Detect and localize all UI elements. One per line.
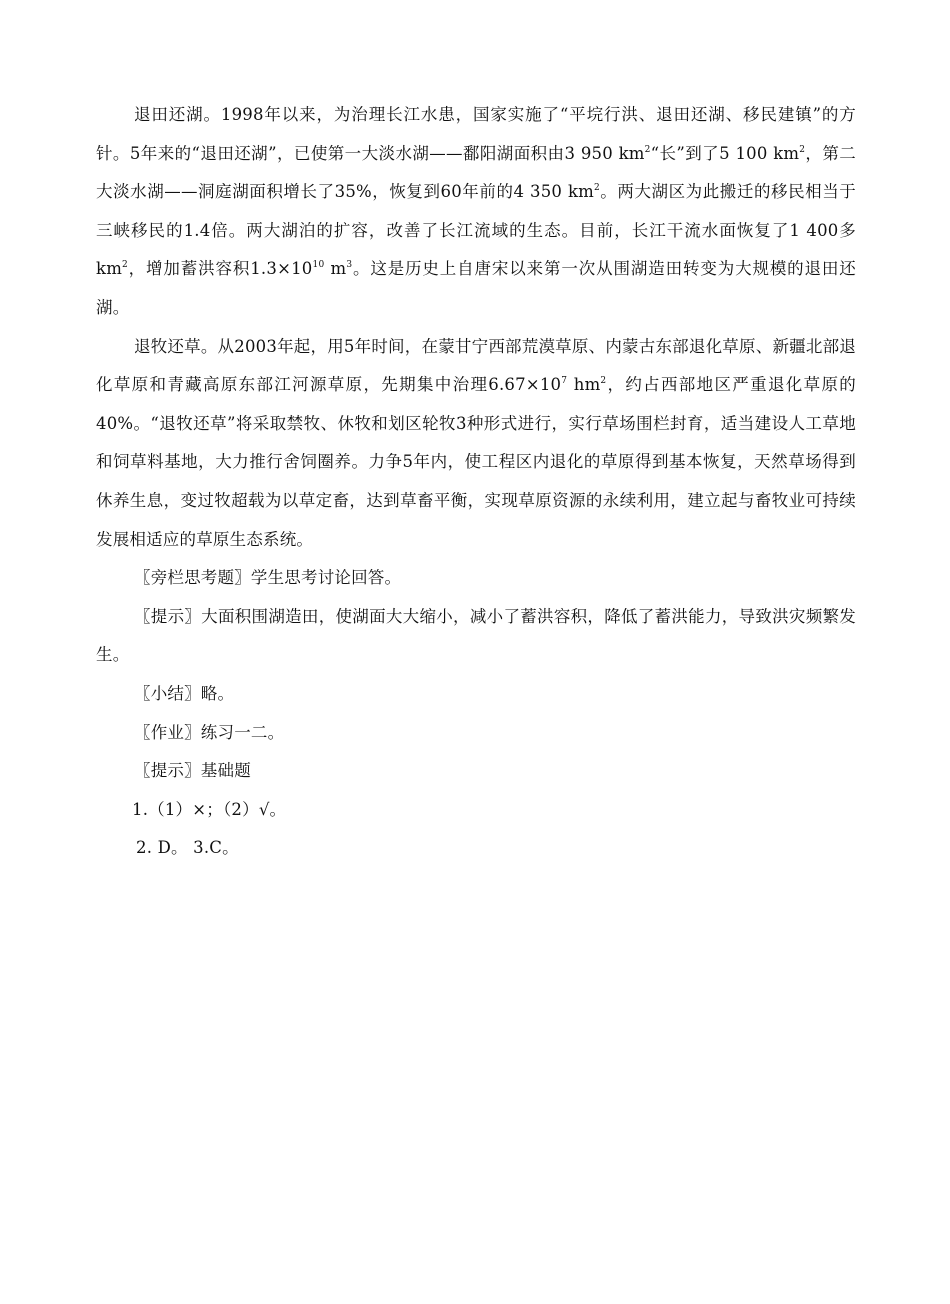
hint-basic-questions: 〖提示〗基础题 — [134, 761, 251, 781]
sidebar-question-note: 〖旁栏思考题〗学生思考讨论回答。 — [134, 568, 402, 588]
hint-paragraph: 〖提示〗大面积围湖造田，使湖面大大缩小，减小了蓄洪容积，降低了蓄洪能力，导致洪灾频繁发生。 — [96, 606, 856, 665]
homework-line: 〖作业〗练习一二。 — [134, 722, 285, 742]
paragraph-return-farmland-to-lake: 退田还湖。1998年以来，为治理长江水患，国家实施了“平垸行洪、退田还湖、移民建镇”的方针。5年来的“退田还湖”，已使第一大淡水湖——鄱阳湖面积由3 950 $km^2“$长”到了5 100 $km^2$，第二大淡水湖——洞庭湖面积增长了35%，恢复到60年前的4 350 $km^2$。两大湖区为此搬迁的移民相当于三峡移民的1.4倍。两大湖泊的扩容，改善了长江流域的生态。目前，长江干流水面恢复了1 400多$km^2$，增加蓄洪容积$1.3\times 10^{10}$ $m^3$。这是历史上自唐宋以来第一次从围湖造田转变为大规模的退田还湖。 — [96, 105, 856, 317]
document-page — [96, 96, 856, 868]
summary-line: 〖小结〗略。 — [134, 683, 235, 703]
answer-line-1: 1.（1）×；（2）√。 — [132, 799, 287, 819]
paragraph-return-grazing-to-grassland: 退牧还草。从2003年起，用5年时间，在蒙甘宁西部荒漠草原、内蒙古东部退化草原、新疆北部退化草原和青藏高原东部江河源草原，先期集中治理$6.67\times 10^7$ $hm^2$，约占西部地区严重退化草原的40%。“退牧还草”将采取禁牧、休牧和划区轮牧3种形式进行，实行草场围栏封育，适当建设人工草地和饲草料基地，大力推行舍饲圈养。力争5年内，使工程区内退化的草原得到基本恢复，天然草场得到休养生息，变过牧超载为以草定畜，达到草畜平衡，实现草原资源的永续利用，建立起与畜牧业可持续发展相适应的草原生态系统。 — [96, 336, 856, 549]
answer-line-2: 2. D。 3.C。 — [136, 838, 239, 858]
